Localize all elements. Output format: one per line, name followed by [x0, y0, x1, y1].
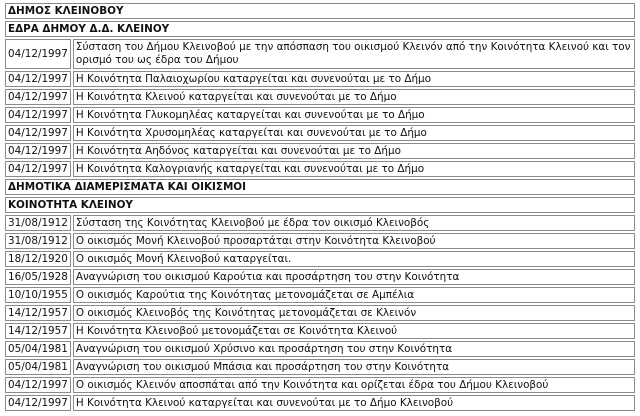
table-row — [5, 161, 635, 177]
table-row — [5, 287, 635, 303]
event-date: 31/08/1912 — [5, 233, 71, 249]
event-description: Ο οικισμός Μονή Κλεινοβού προσαρτάται στην Κοινότητα Κλεινοβού — [73, 233, 635, 249]
event-date: 10/10/1955 — [5, 287, 71, 303]
event-description: Αναγνώριση του οικισμού Καρούτια και προσάρτηση του στην Κοινότητα — [73, 269, 635, 285]
table-row — [5, 39, 635, 69]
event-description: Ο οικισμός Κλεινοβός της Κοινότητας μετονομάζεται σε Κλεινόν — [73, 305, 635, 321]
event-description: Σύσταση του Δήμου Κλεινοβού με την απόσπαση του οικισμού Κλεινόν από την Κοινότητα Κλεινού και τον ορισμό του ως έδρα του Δήμου — [73, 39, 635, 69]
table-row — [5, 359, 635, 375]
event-description: Η Κοινότητα Αηδόνος καταργείται και συνενούται με το Δήμο — [73, 143, 635, 159]
event-description: Αναγνώριση του οικισμού Χρύσινο και προσάρτηση του στην Κοινότητα — [73, 341, 635, 357]
table-row — [5, 233, 635, 249]
table-row — [5, 323, 635, 339]
table-row — [5, 305, 635, 321]
section-header: ΔΗΜΟΣ ΚΛΕΙΝΟΒΟΥ — [5, 3, 635, 19]
table-row — [5, 215, 635, 231]
event-date: 04/12/1997 — [5, 39, 71, 69]
table-row — [5, 71, 635, 87]
event-description: Η Κοινότητα Κλεινοβού μετονομάζεται σε Κοινότητα Κλεινού — [73, 323, 635, 339]
event-date: 05/04/1981 — [5, 341, 71, 357]
event-description: Ο οικισμός Κλεινόν αποσπάται από την Κοινότητα και ορίζεται έδρα του Δήμου Κλεινοβού — [73, 377, 635, 393]
event-date: 04/12/1997 — [5, 395, 71, 411]
event-description: Η Κοινότητα Παλαιοχωρίου καταργείται και συνενούται με το Δήμο — [73, 71, 635, 87]
section-header-row — [5, 3, 635, 19]
section-header: ΔΗΜΟΤΙΚΑ ΔΙΑΜΕΡΙΣΜΑΤΑ ΚΑΙ ΟΙΚΙΣΜΟΙ — [5, 179, 635, 195]
event-description: Αναγνώριση του οικισμού Μπάσια και προσάρτηση του στην Κοινότητα — [73, 359, 635, 375]
event-date: 04/12/1997 — [5, 143, 71, 159]
table-row — [5, 269, 635, 285]
section-header: ΕΔΡΑ ΔΗΜΟΥ Δ.Δ. ΚΛΕΙΝΟΥ — [5, 21, 635, 37]
table-row — [5, 89, 635, 105]
event-date: 04/12/1997 — [5, 377, 71, 393]
event-description: Η Κοινότητα Γλυκομηλέας καταργείται και συνενούται με το Δήμο — [73, 107, 635, 123]
event-date: 31/08/1912 — [5, 215, 71, 231]
section-header-row — [5, 197, 635, 213]
event-date: 16/05/1928 — [5, 269, 71, 285]
event-description: Η Κοινότητα Κλεινού καταργείται και συνενούται με το Δήμο Κλεινοβού — [73, 395, 635, 411]
table-row — [5, 377, 635, 393]
event-description: Η Κοινότητα Κλεινού καταργείται και συνενούται με το Δήμο — [73, 89, 635, 105]
event-description: Σύσταση της Κοινότητας Κλεινοβού με έδρα τον οικισμό Κλεινοβός — [73, 215, 635, 231]
event-date: 18/12/1920 — [5, 251, 71, 267]
event-date: 04/12/1997 — [5, 89, 71, 105]
event-description: Η Κοινότητα Καλογριανής καταργείται και συνενούται με το Δήμο — [73, 161, 635, 177]
table-row — [5, 341, 635, 357]
event-description: Ο οικισμός Μονή Κλεινοβού καταργείται. — [73, 251, 635, 267]
section-header: ΚΟΙΝΟΤΗΤΑ ΚΛΕΙΝΟΥ — [5, 197, 635, 213]
event-date: 04/12/1997 — [5, 125, 71, 141]
table-row — [5, 143, 635, 159]
section-header-row — [5, 179, 635, 195]
event-description: Ο οικισμός Καρούτια της Κοινότητας μετονομάζεται σε Αμπέλια — [73, 287, 635, 303]
table-row — [5, 251, 635, 267]
event-date: 05/04/1981 — [5, 359, 71, 375]
municipality-history-table — [3, 1, 637, 413]
section-header-row — [5, 21, 635, 37]
table-row — [5, 107, 635, 123]
event-date: 14/12/1957 — [5, 305, 71, 321]
history-table-body — [5, 3, 635, 411]
event-date: 04/12/1997 — [5, 71, 71, 87]
event-description: Η Κοινότητα Χρυσομηλέας καταργείται και συνενούται με το Δήμο — [73, 125, 635, 141]
event-date: 04/12/1997 — [5, 107, 71, 123]
table-row — [5, 125, 635, 141]
table-row — [5, 395, 635, 411]
event-date: 04/12/1997 — [5, 161, 71, 177]
event-date: 14/12/1957 — [5, 323, 71, 339]
